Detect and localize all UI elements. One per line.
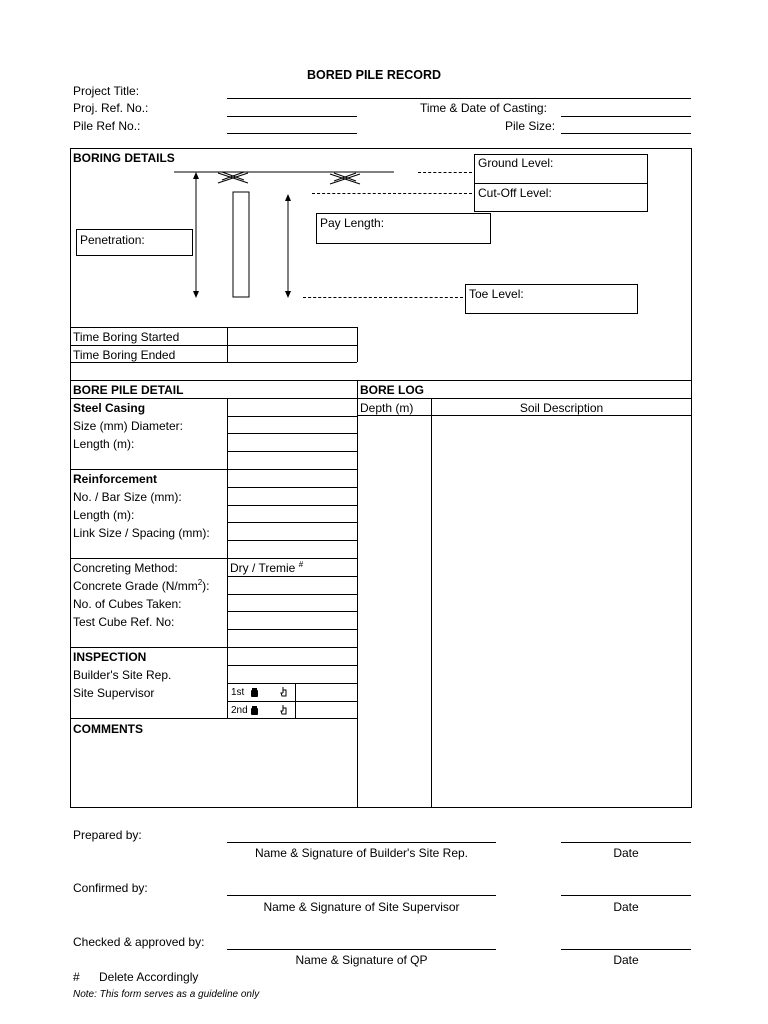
- time-table-div: [227, 327, 228, 362]
- value-row-line: [227, 505, 357, 506]
- soil-description-area[interactable]: [432, 416, 691, 806]
- builder-signature-caption: Name & Signature of Builder's Site Rep.: [254, 846, 469, 860]
- comments-area[interactable]: [71, 740, 356, 806]
- level-box-divider: [474, 183, 648, 184]
- link-size-label: Link Size / Spacing (mm):: [73, 526, 210, 540]
- depth-column-header: Depth (m): [360, 401, 414, 415]
- pointing-hand-icon: [280, 686, 290, 698]
- time-table-right: [357, 327, 358, 362]
- project-title-field[interactable]: [227, 98, 691, 99]
- reinforcement-length-label: Length (m):: [73, 508, 135, 522]
- project-title-label: Project Title:: [73, 84, 140, 98]
- date-caption: Date: [613, 846, 639, 860]
- supervisor-signature-field[interactable]: [227, 895, 496, 896]
- guideline-note: Note: This form serves as a guideline only: [73, 989, 260, 1000]
- ground-hatch-left: [218, 172, 248, 183]
- prepared-by-label: Prepared by:: [73, 828, 142, 842]
- value-row-line: [227, 629, 357, 630]
- concreting-method-value: Dry / Tremie #: [230, 560, 304, 575]
- depth-column-area[interactable]: [358, 416, 430, 806]
- hash-symbol: #: [73, 970, 80, 984]
- checked-date-field[interactable]: [561, 949, 691, 950]
- ground-hatch-right: [330, 173, 360, 184]
- time-date-casting-label: Time & Date of Casting:: [420, 101, 547, 115]
- time-table-top: [70, 327, 357, 328]
- time-ended-label: Time Boring Ended: [73, 348, 176, 362]
- value-row-line: [227, 594, 357, 595]
- time-date-casting-field[interactable]: [561, 116, 691, 117]
- reinforcement-heading: Reinforcement: [73, 472, 158, 486]
- cut-off-dash: [312, 193, 472, 194]
- prepared-date-field[interactable]: [561, 842, 691, 843]
- confirmed-date-field[interactable]: [561, 895, 691, 896]
- concreting-bottom: [70, 647, 357, 648]
- pile-ref-field[interactable]: [227, 133, 357, 134]
- toe-level-dash: [303, 297, 463, 298]
- reinforcement-bottom: [70, 558, 357, 559]
- bar-size-label: No. / Bar Size (mm):: [73, 490, 182, 504]
- value-row-line: [227, 451, 357, 452]
- confirmed-by-label: Confirmed by:: [73, 881, 148, 895]
- concreting-method-label: Concreting Method:: [73, 561, 178, 575]
- first-inspection-label: 1st: [231, 687, 245, 698]
- ground-level-label: Ground Level:: [478, 156, 554, 170]
- pay-length-label: Pay Length:: [320, 216, 385, 230]
- pile-size-field[interactable]: [561, 133, 691, 134]
- builder-rep-label: Builder's Site Rep.: [73, 668, 172, 682]
- pointing-hand-icon: [280, 704, 290, 716]
- stop-hand-icon: [250, 706, 260, 716]
- value-row-line: [227, 487, 357, 488]
- proj-ref-label: Proj. Ref. No.:: [73, 101, 149, 115]
- page-title: BORED PILE RECORD: [307, 68, 442, 82]
- soil-description-header: Soil Description: [519, 401, 604, 415]
- size-diameter-label: Size (mm) Diameter:: [73, 419, 184, 433]
- pile-ref-label: Pile Ref No.:: [73, 119, 141, 133]
- steel-casing-bottom: [70, 469, 357, 470]
- value-row-line: [227, 540, 357, 541]
- test-cube-ref-label: Test Cube Ref. No:: [73, 615, 175, 629]
- bore-pile-detail-heading: BORE PILE DETAIL: [73, 383, 184, 397]
- boring-details-heading: BORING DETAILS: [73, 151, 175, 165]
- qp-signature-field[interactable]: [227, 949, 496, 950]
- concrete-grade-label: Concrete Grade $(N/mm^2)$:: [73, 578, 210, 593]
- builder-signature-field[interactable]: [227, 842, 496, 843]
- value-row-line: [227, 416, 357, 417]
- value-row-line: [227, 611, 357, 612]
- qp-signature-caption: Name & Signature of QP: [295, 953, 428, 967]
- delete-mark: #: [298, 560, 304, 569]
- casing-length-label: Length (m):: [73, 437, 135, 451]
- inspection-heading: INSPECTION: [73, 650, 147, 664]
- detail-section-top: [70, 380, 692, 381]
- comments-heading: COMMENTS: [73, 722, 143, 736]
- pile-size-label: Pile Size:: [505, 119, 556, 133]
- cubes-taken-label: No. of Cubes Taken:: [73, 597, 182, 611]
- date-caption: Date: [613, 900, 639, 914]
- bore-log-heading: BORE LOG: [360, 383, 425, 397]
- penetration-label: Penetration:: [80, 233, 145, 247]
- second-inspection-label: 2nd: [231, 705, 248, 716]
- time-table-mid: [70, 345, 357, 346]
- time-table-bottom: [70, 362, 357, 363]
- inspection-bottom: [70, 718, 357, 719]
- date-caption: Date: [613, 953, 639, 967]
- value-row-line: [227, 433, 357, 434]
- value-row-line: [227, 522, 357, 523]
- detail-header-bottom: [70, 398, 692, 399]
- toe-level-label: Toe Level:: [469, 287, 524, 301]
- supervisor-signature-caption: Name & Signature of Site Supervisor: [263, 900, 460, 914]
- steel-casing-heading: Steel Casing: [73, 401, 146, 415]
- cut-off-level-label: Cut-Off Level:: [478, 186, 552, 200]
- value-row-line: [227, 701, 357, 702]
- time-started-label: Time Boring Started: [73, 330, 180, 344]
- stop-hand-icon: [250, 688, 260, 698]
- site-supervisor-label: Site Supervisor: [73, 686, 155, 700]
- proj-ref-field[interactable]: [227, 116, 357, 117]
- inspection-sub-divider: [295, 683, 296, 718]
- value-row-line: [227, 683, 357, 684]
- ground-level-dash: [418, 172, 472, 173]
- delete-accordingly-note: Delete Accordingly: [99, 970, 199, 984]
- checked-by-label: Checked & approved by:: [73, 935, 205, 949]
- value-row-line: [227, 576, 357, 577]
- value-row-line: [227, 665, 357, 666]
